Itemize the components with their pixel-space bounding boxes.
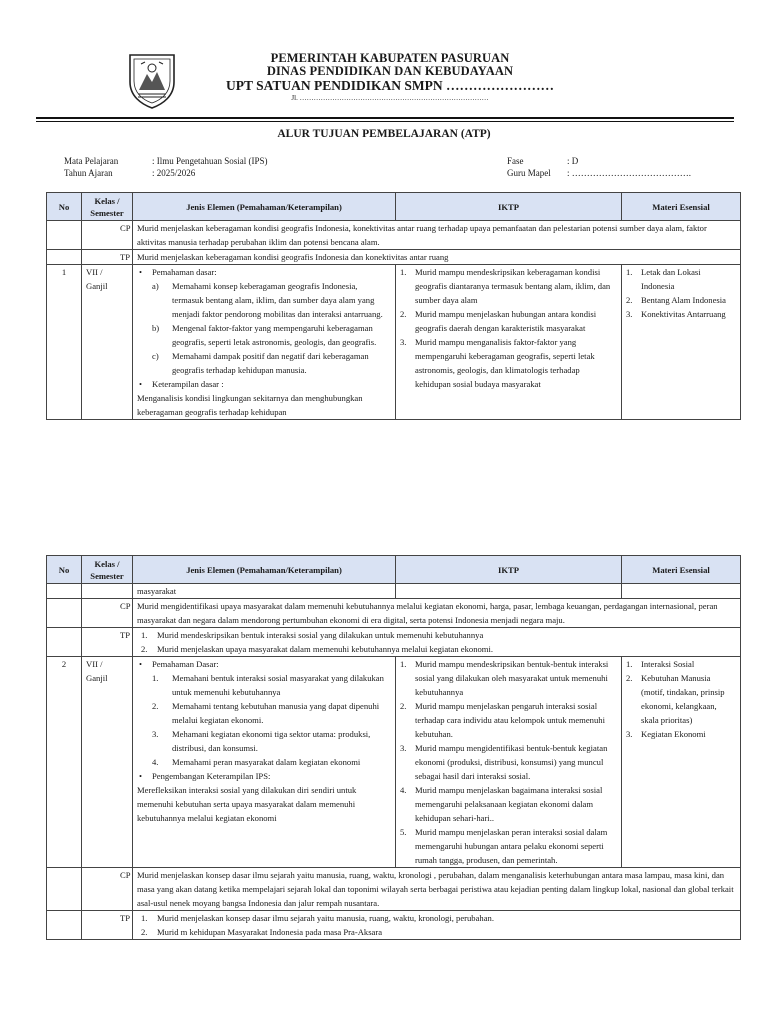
atp-table-2 — [46, 555, 741, 940]
tp-label: TP — [82, 628, 133, 657]
col-header-jenis-elemen: Jenis Elemen (Pemahaman/Keterampilan) — [133, 193, 396, 221]
list-marker: 3. — [152, 729, 159, 739]
list-item: Mehamani kegiatan ekonomi tiga sektor utama: produksi, distribusi, dan konsumsi. — [172, 729, 371, 753]
iktp-cell — [396, 265, 622, 420]
kelas-value: VII / — [86, 267, 103, 277]
col-header-iktp: IKTP — [396, 556, 622, 584]
cp-text: Murid menjelaskan keberagaman kondisi geografis Indonesia, konektivitas antar ruang terhadap upaya pemanfaatan dan pelestarian potensi sumber daya alam, faktor aktivitas manusia terhadap perubahan iklim dan potensi bencana alam. — [133, 221, 741, 250]
list-item: Murid mampu mengidentifikasi bentuk-bentuk kegiatan ekonomi (produksi, distribusi, konsumsi) yang muncul sebagai hasil dari interaksi sosial. — [415, 743, 608, 781]
tp-list — [133, 911, 741, 940]
teacher-value: : …………………………………. — [567, 168, 692, 178]
jenis-elemen-cell — [133, 657, 396, 868]
list-marker: 3. — [626, 729, 633, 739]
cp-text: Murid mengidentifikasi upaya masyarakat dalam memenuhi kebutuhannya melalui kegiatan ekonomi, harga, pasar, lembaga keuangan, perdagangan internasional, peran masyarakat dan negara dalam mendorong pertumbuhan ekonomi di era digital, serta potensi Indonesia menjadi negara maju. — [133, 599, 741, 628]
list-item: Murid mampu mendeskripsikan bentuk-bentuk interaksi sosial yang dilakukan oleh masyarakat untuk memenuhi kebutuhannya — [415, 659, 609, 697]
list-marker: 2. — [626, 673, 633, 683]
list-marker: 1. — [626, 659, 633, 669]
tp-list — [133, 628, 741, 657]
list-item: Memahani bentuk interaksi sosial masyarakat yang dilakukan untuk memenuhi kebutuhannya — [172, 673, 384, 697]
letterhead-divider-thin — [36, 121, 734, 122]
list-marker: 3. — [400, 337, 407, 347]
teacher-label: Guru Mapel — [507, 168, 551, 178]
list-item: Mengenal faktor-faktor yang mempengaruhi keberagaman geografis, seperti letak astronomis, geologis, dan geografis. — [172, 323, 377, 347]
kelas-semester — [82, 657, 133, 868]
jenis-elemen-cell — [133, 265, 396, 420]
list-marker: 3. — [626, 309, 633, 319]
list-item: Letak dan Lokasi Indonesia — [641, 267, 701, 291]
atp-table-1 — [46, 192, 741, 420]
col-header-jenis-elemen: Jenis Elemen (Pemahaman/Keterampilan) — [133, 556, 396, 584]
materi-cell — [622, 265, 741, 420]
bullet-icon: • — [139, 267, 143, 277]
tp-label: TP — [82, 911, 133, 940]
letterhead-divider-thick — [36, 117, 734, 119]
tp-label: TP — [82, 250, 133, 265]
kelas-value: VII / — [86, 659, 103, 669]
table-row — [47, 265, 741, 420]
school-address: Jl. ……………………………………………………………………… — [291, 94, 489, 102]
pemahaman-label: Pemahaman dasar: — [152, 267, 217, 277]
row-number: 1 — [47, 265, 82, 420]
row-number: 2 — [47, 657, 82, 868]
bullet-icon: • — [139, 659, 143, 669]
table-row — [47, 221, 741, 250]
cp-text: Murid menjelaskan konsep dasar ilmu sejarah yaitu manusia, ruang, waktu, kronologi , perubahan, dalam menganalisis keterhubungan antara masa lampau, masa kini, dan masa yang akan datang ketika mempelajari sejarah lokal dan toponimi wilayah serta berbagai peristiwa atau kejadian penting dalam lingkup lokal, nasional dan global terkait asal-usul nenek moyang bangsa Indonesia dan jalur rempah nusantara. — [133, 868, 741, 911]
list-item: Murid mampu menganalisis faktor-faktor yang mempengaruhi keberagaman geografis, seperti letak astronomis, geologis, dan klimatologis terhadap kehidupan sosial budaya masyarakat — [415, 337, 595, 389]
keterampilan-text: Menganalisis kondisi lingkungan sekitarnya dan menghubungkan keberagaman geografis terhadap kehidupan — [137, 393, 363, 417]
list-item: Murid mampu menjelaskan bagaimana interaksi sosial memengaruhi pelaksanaan kegiatan ekonomi dalam kehidupan sehari-hari.. — [415, 785, 603, 823]
cp-label: CP — [82, 599, 133, 628]
list-marker: 4. — [152, 757, 159, 767]
list-marker: 4. — [400, 785, 407, 795]
list-marker: 1. — [400, 267, 407, 277]
semester-value: Ganjil — [86, 281, 108, 291]
list-item: Murid m kehidupan Masyarakat Indonesia pada masa Pra-Aksara — [157, 927, 383, 937]
table-row — [47, 657, 741, 868]
government-name: PEMERINTAH KABUPATEN PASURUAN — [270, 51, 510, 65]
table-row — [47, 584, 741, 599]
list-marker: 2. — [400, 309, 407, 319]
bullet-icon: • — [139, 771, 143, 781]
table-row — [47, 599, 741, 628]
table-header-row — [47, 193, 741, 221]
academic-year-label: Tahun Ajaran — [64, 168, 113, 178]
meta-left — [64, 155, 268, 179]
col-header-kelas: Kelas / Semester — [82, 556, 133, 584]
col-header-iktp: IKTP — [396, 193, 622, 221]
tp-text: Murid menjelaskan keberagaman kondisi geografis Indonesia dan konektivitas antar ruang — [133, 250, 741, 265]
kelas-semester — [82, 265, 133, 420]
list-marker: a) — [152, 281, 159, 291]
list-item: Interaksi Sosial — [641, 659, 695, 669]
list-marker: 2. — [141, 644, 148, 654]
table-row — [47, 868, 741, 911]
subject-value: : Ilmu Pengetahuan Sosial (IPS) — [152, 156, 268, 166]
list-item: Murid mendeskripsikan bentuk interaksi sosial yang dilakukan untuk memenuhi kebutuhannya — [157, 630, 484, 640]
keterampilan-text: Merefleksikan interaksi sosial yang dilakukan diri sendiri untuk memenuhi kebutuhan serta upaya masyarakat dalam memenuhi kebutuhannya melalui kegiatan ekonomi — [137, 785, 357, 823]
iktp-cell — [396, 657, 622, 868]
school-name: UPT SATUAN PENDIDIKAN SMPN …………………… — [225, 78, 554, 93]
list-marker: 2. — [400, 701, 407, 711]
keterampilan-label: Pengembangan Keterampilan IPS: — [152, 771, 271, 781]
materi-cell — [622, 657, 741, 868]
list-item: Memahami dampak positif dan negatif dari keberagaman geografis terhadap kehidupan manusia. — [172, 351, 369, 375]
list-item: Murid mampu mendeskripsikan keberagaman kondisi geografis diantaranya termasuk bentang alam, iklim, dan sumber daya alam — [415, 267, 611, 305]
list-item: Kegiatan Ekonomi — [641, 729, 706, 739]
list-marker: 2. — [152, 701, 159, 711]
keterampilan-label: Keterampilan dasar : — [152, 379, 224, 389]
list-marker: 2. — [626, 295, 633, 305]
letterhead — [210, 52, 570, 103]
phase-label: Fase — [507, 156, 524, 166]
continuation-text: masyarakat — [133, 584, 396, 599]
table-row — [47, 250, 741, 265]
list-item: Konektivitas Antarruang — [641, 309, 726, 319]
list-item: Murid mampu menjelaskan pengaruh interaksi sosial terhadap cara individu atau kelompok untuk memenuhi kebutuhan. — [415, 701, 605, 739]
list-item: Murid mampu menjelaskan peran interaksi sosial dalam memengaruhi hubungan antara pelaku ekonomi seperti rumah tangga, produsen, dan pemerintah. — [415, 827, 608, 865]
list-marker: 3. — [400, 743, 407, 753]
list-marker: c) — [152, 351, 159, 361]
list-item: Memahami peran masyarakat dalam kegiatan ekonomi — [172, 757, 361, 767]
subject-label: Mata Pelajaran — [64, 156, 119, 166]
pemahaman-label: Pemahaman Dasar: — [152, 659, 219, 669]
phase-value: : D — [567, 156, 579, 166]
list-item: Memahami tentang kebutuhan manusia yang dapat dipenuhi melalui kegiatan ekonomi. — [172, 701, 380, 725]
list-marker: 2. — [141, 927, 148, 937]
semester-value: Ganjil — [86, 673, 108, 683]
table-header-row — [47, 556, 741, 584]
list-marker: 5. — [400, 827, 407, 837]
list-item: Kebutuhan Manusia (motif, tindakan, prinsip ekonomi, kelangkaan, skala prioritas) — [641, 673, 725, 725]
list-marker: 1. — [626, 267, 633, 277]
list-marker: 1. — [141, 913, 148, 923]
list-item: Memahami konsep keberagaman geografis Indonesia, termasuk bentang alam, iklim, dan sumber daya alam yang menjadi faktor pendorong mobilitas dan interaksi antarruang. — [172, 281, 383, 319]
bullet-icon: • — [139, 379, 143, 389]
col-header-no: No — [47, 193, 82, 221]
list-item: Murid menjelaskan konsep dasar ilmu sejarah yaitu manusia, ruang, waktu, kronologi, perubahan. — [157, 913, 494, 923]
list-marker: 1. — [400, 659, 407, 669]
meta-right — [507, 155, 691, 179]
academic-year-value: : 2025/2026 — [152, 168, 196, 178]
list-marker: b) — [152, 323, 160, 333]
list-item: Bentang Alam Indonesia — [641, 295, 726, 305]
table-row — [47, 911, 741, 940]
col-header-no: No — [47, 556, 82, 584]
document-title: ALUR TUJUAN PEMBELAJARAN (ATP) — [277, 128, 491, 140]
cp-label: CP — [82, 221, 133, 250]
list-item: Murid mampu menjelaskan hubungan antara kondisi geografis daerah dengan karakteristik masyarakat — [415, 309, 597, 333]
col-header-kelas: Kelas / Semester — [82, 193, 133, 221]
table-row — [47, 628, 741, 657]
list-item: Murid menjelaskan upaya masyarakat dalam memenuhi kebutuhannya melalui kegiatan ekonomi. — [157, 644, 494, 654]
col-header-materi: Materi Esensial — [622, 193, 741, 221]
agency-name: DINAS PENDIDIKAN DAN KEBUDAYAAN — [266, 64, 514, 78]
col-header-materi: Materi Esensial — [622, 556, 741, 584]
kabupaten-pasuruan-emblem-icon — [127, 52, 177, 110]
list-marker: 1. — [152, 673, 159, 683]
cp-label: CP — [82, 868, 133, 911]
list-marker: 1. — [141, 630, 148, 640]
